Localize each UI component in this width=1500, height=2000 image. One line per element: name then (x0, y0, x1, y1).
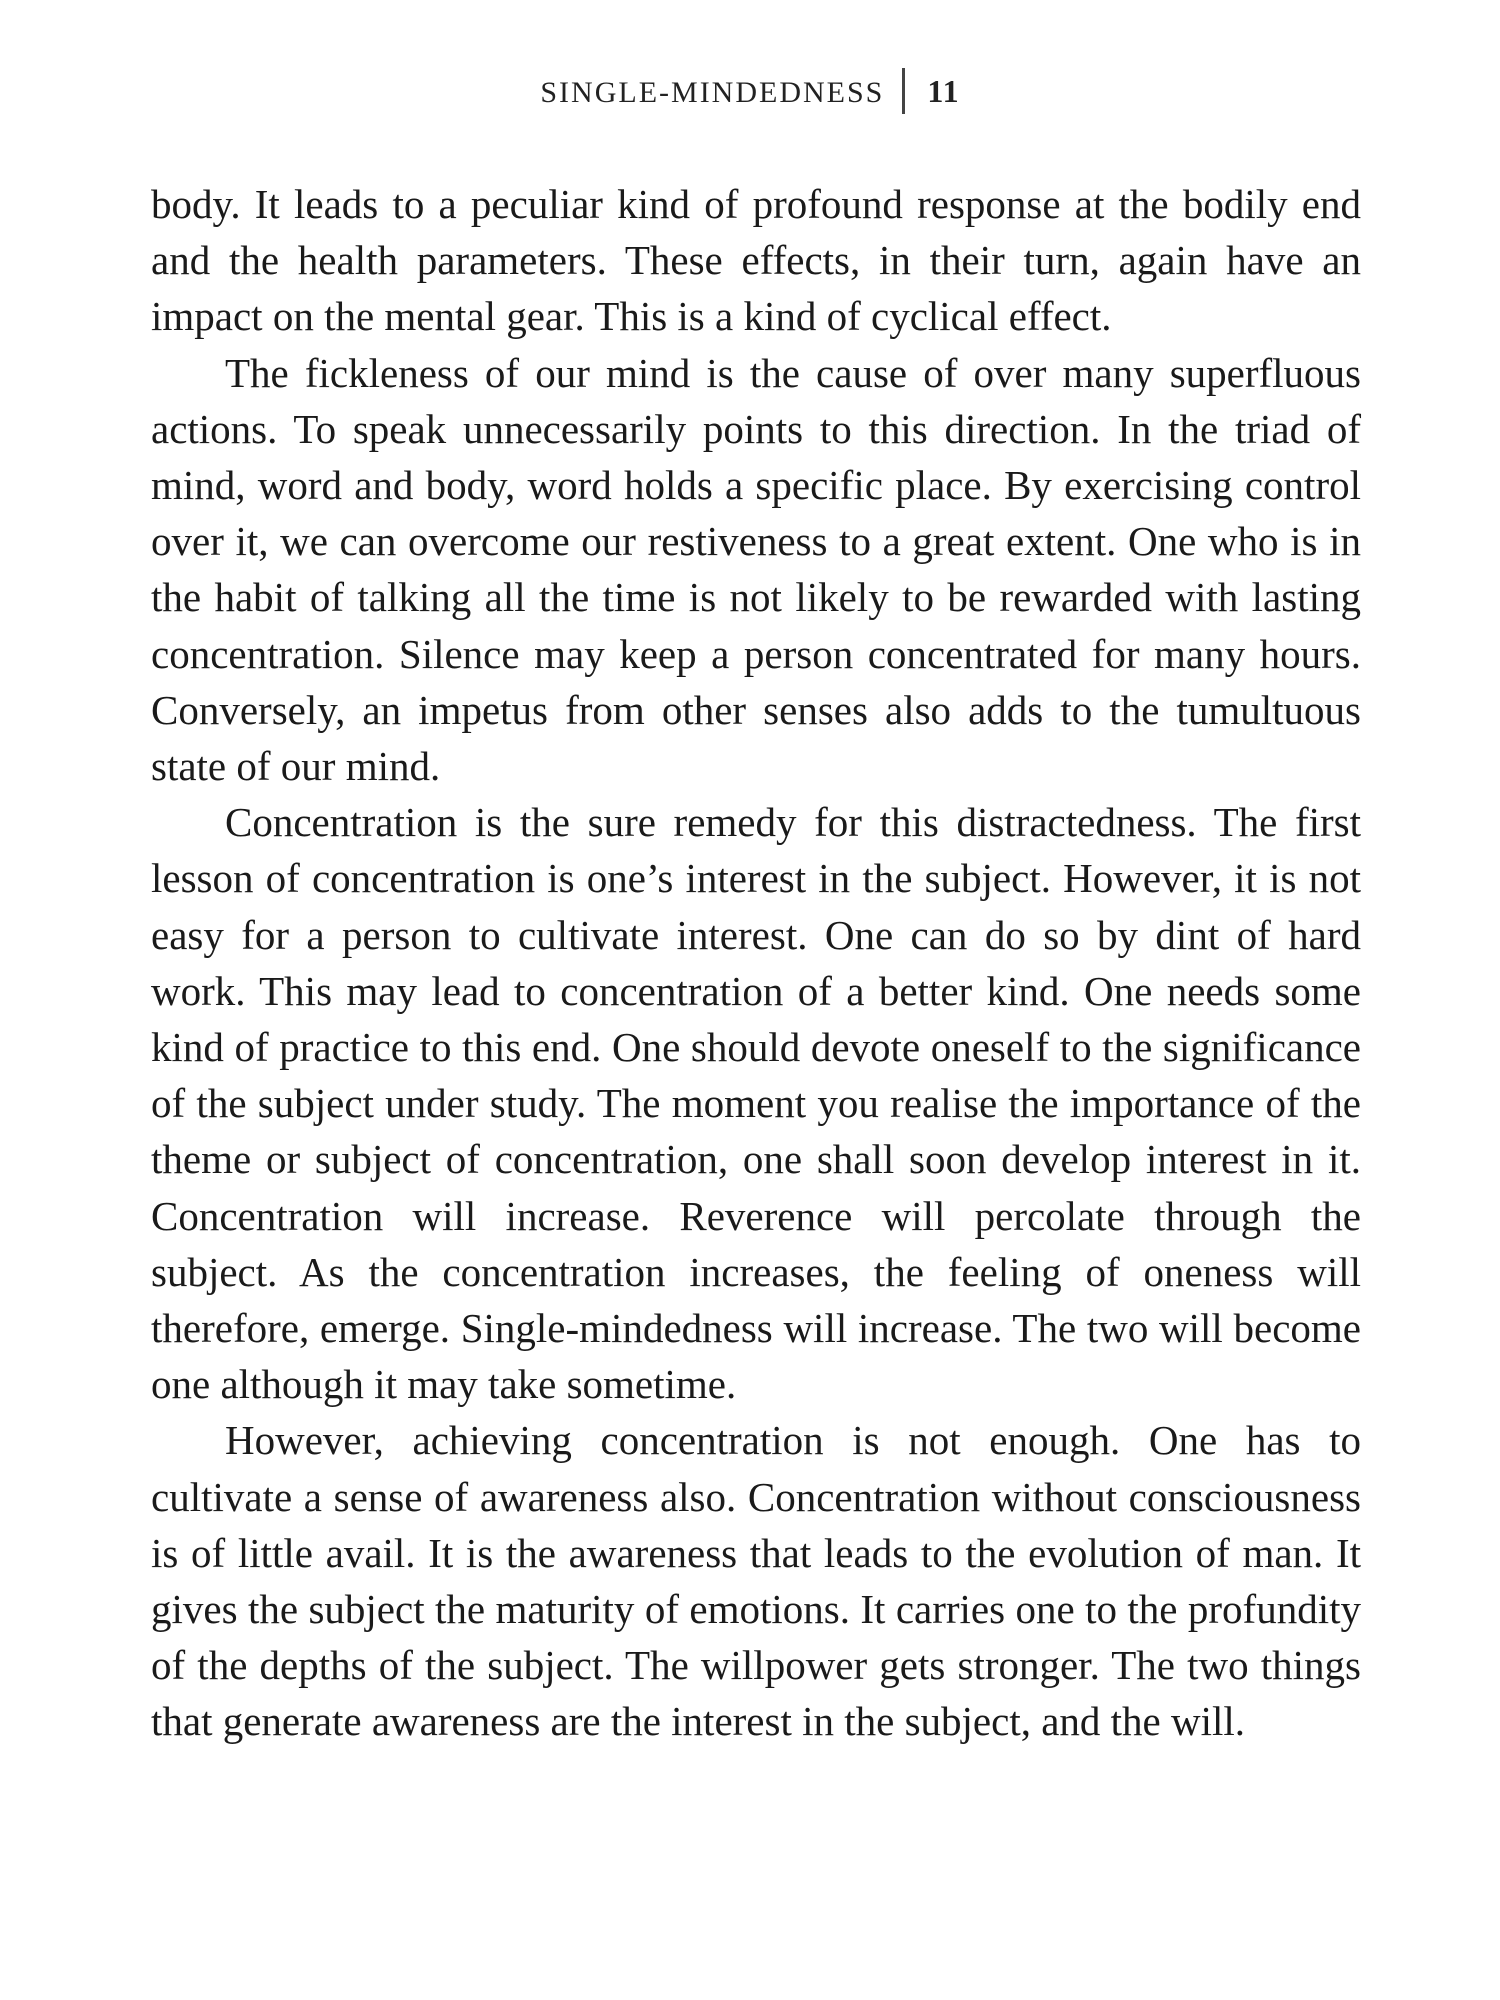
paragraph: However, achieving concentration is not enough. One has to cultivate a sense of awareness also. Concentration without consciousness is of little avail. It is the awareness that leads to the evolution of man. It gives the subject the maturity of emotions. It carries one to the profundity of the depths of the subject. The willpower gets stronger. The two things that generate awareness are the interest in the subject, and the will. (151, 1417, 1361, 1745)
header-separator (902, 68, 905, 114)
running-head (0, 72, 1500, 118)
running-title: SINGLE-MINDEDNESS (540, 75, 885, 109)
page-body (151, 176, 1361, 1750)
page-number: 11 (927, 72, 960, 109)
paragraph: The fickleness of our mind is the cause of over many superfluous actions. To speak unnecessarily points to this direction. In the triad of mind, word and body, word holds a specific place. By exercising control over it, we can overcome our restiveness to a great extent. One who is in the habit of talking all the time is not likely to be rewarded with lasting concentration. Silence may keep a person concentrated for many hours. Conversely, an impetus from other senses also adds to the tumultuous state of our mind. (151, 349, 1361, 790)
paragraph-continued: body. It leads to a peculiar kind of profound response at the bodily end and the health parameters. These effects, in their turn, again have an impact on the mental gear. This is a kind of cyclical effect. (151, 181, 1361, 340)
paragraph: Concentration is the sure remedy for this distractedness. The first lesson of concentration is one’s interest in the subject. However, it is not easy for a person to cultivate interest. One can do so by dint of hard work. This may lead to concentration of a better kind. One needs some kind of practice to this end. One should devote oneself to the significance of the subject under study. The moment you realise the importance of the theme or subject of concentration, one shall soon develop interest in it. Concentration will increase. Reverence will percolate through the subject. As the concentration increases, the feeling of oneness will therefore, emerge. Single-mindedness will increase. The two will become one although it may take sometime. (151, 799, 1361, 1408)
